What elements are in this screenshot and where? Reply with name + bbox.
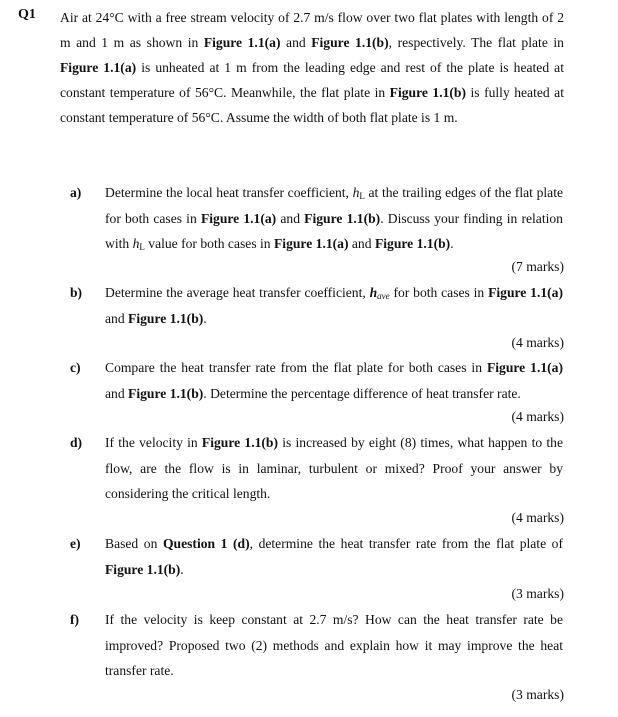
part-letter: a) [70,185,82,200]
part-letter: e) [70,536,81,551]
part-marks: (4 marks) [511,510,564,525]
part-marks: (4 marks) [511,409,564,424]
part-marks: (3 marks) [511,687,564,702]
part-letter: d) [70,435,83,450]
part-text: Compare the heat transfer rate from the flat plate for both cases in Figure 1.1(a) and Figure 1.1(b). Determine the percentage difference of heat transfer rate. [105,360,563,401]
part-text: If the velocity in Figure 1.1(b) is increased by eight (8) times, what happen to the flow, are the flow is in laminar, turbulent or mixed? Proof your answer by considering the critical length. [105,435,563,501]
part-letter: f) [70,612,80,627]
part-letter: c) [70,360,81,375]
part-marks: (7 marks) [511,259,564,274]
part-text: Determine the average heat transfer coefficient, $h_{ave}$ for both cases in Figure 1.1(a) and Figure 1.1(b). [105,285,563,326]
part-text: If the velocity is keep constant at 2.7 m/s? How can the heat transfer rate be improved? Proposed two (2) methods and explain how it may improve the heat transfer rate. [105,612,563,678]
part-marks: (4 marks) [511,335,564,350]
part-letter: b) [70,285,83,300]
part-text: Determine the local heat transfer coefficient, $h_L$ at the trailing edges of the flat plate for both cases in Figure 1.1(a) and Figure 1.1(b). Discuss your finding in relation with $h_L$ value for both cases in Figure 1.1(a) and Figure 1.1(b). [105,185,564,252]
question-label: Q1 [18,7,36,22]
question-intro: Air at 24°C with a free stream velocity of 2.7 m/s flow over two flat plates with length of 2 m and 1 m as shown in Figure 1.1(a) and Figure 1.1(b), respectively. The flat plate in Figure 1.1(a) is unheated at 1 m from the leading edge and rest of the plate is heated at constant temperature of 56°C. Meanwhile, the flat plate in Figure 1.1(b) is fully heated at constant temperature of 56°C. Assume the width of both flat plate is 1 m. [60,10,564,125]
part-text: Based on Question 1 (d), determine the heat transfer rate from the flat plate of Figure 1.1(b). [105,536,563,577]
part-marks: (3 marks) [511,586,564,601]
